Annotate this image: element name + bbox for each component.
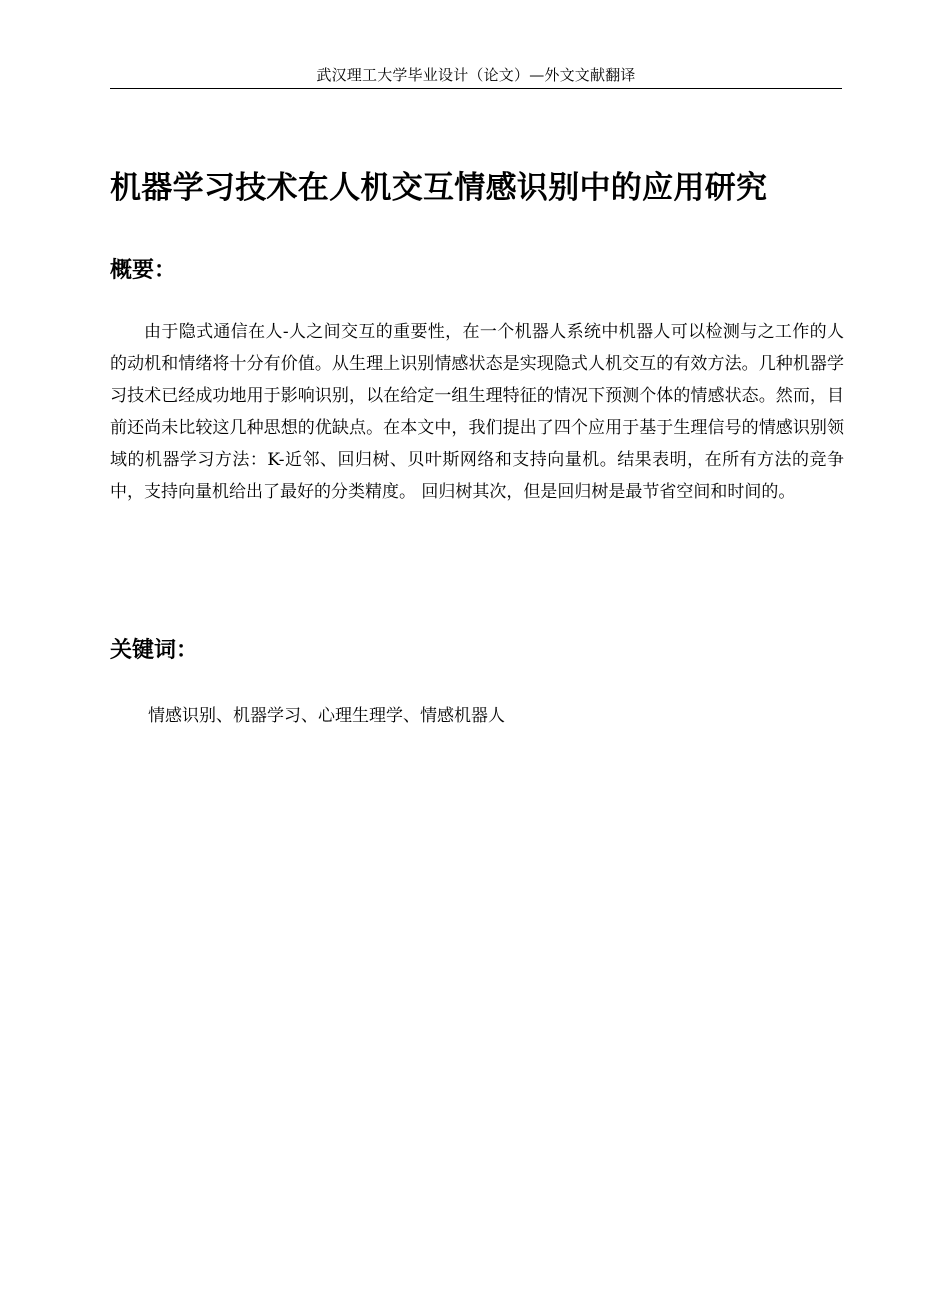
page-header: 武汉理工大学毕业设计（论文）—外文文献翻译 [110, 64, 842, 89]
keywords-list: 情感识别、机器学习、心理生理学、情感机器人 [148, 706, 505, 726]
abstract-body: 由于隐式通信在人-人之间交互的重要性，在一个机器人系统中机器人可以检测与之工作的人的动机和情绪将十分有价值。从生理上识别情感状态是实现隐式人机交互的有效方法。几种机器学习技术已经成功地用于影响识别，以在给定一组生理特征的情况下预测个体的情感状态。然而，目前还尚未比较这几种思想的优缺点。在本文中，我们提出了四个应用于基于生理信号的情感识别领域的机器学习方法：K-近邻、回归树、贝叶斯网络和支持向量机。结果表明，在所有方法的竞争中，支持向量机给出了最好的分类精度。 回归树其次，但是回归树是最节省空间和时间的。 [110, 322, 844, 502]
keywords-heading: 关键词： [110, 638, 199, 663]
paper-title: 机器学习技术在人机交互情感识别中的应用研究 [110, 170, 768, 206]
abstract-heading: 概要： [110, 258, 177, 283]
